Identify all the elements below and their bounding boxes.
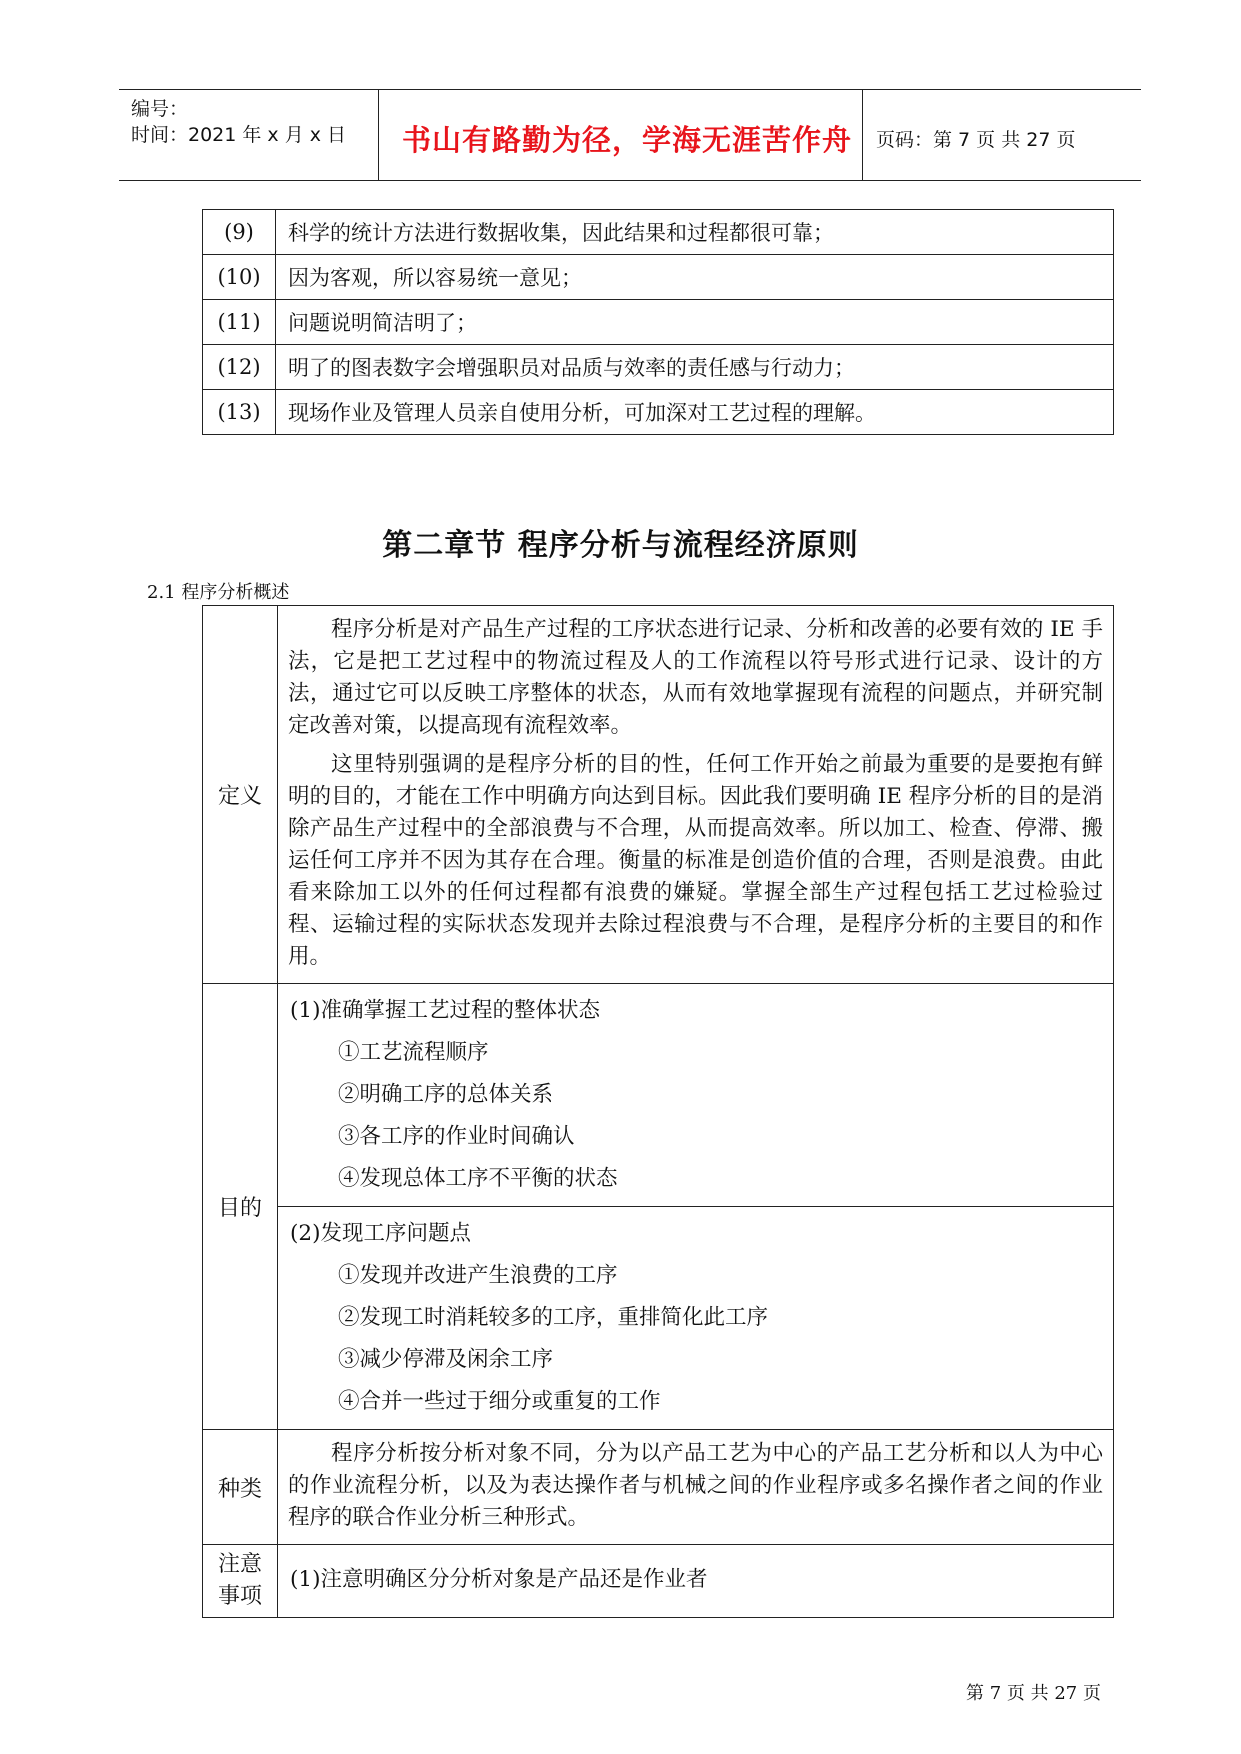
definition-paragraph: 程序分析是对产品生产过程的工序状态进行记录、分析和改善的必要有效的 IE 手法，它是把工艺过程中的物流过程及人的工作流程以符号形式进行记录、设计的方法，通过它可以反映工序整体的状态，从而有效地掌握现有流程的问题点，并研究制定改善对策，以提高现有流程效率。	[288, 617, 1103, 738]
notes-item: (1)注意明确区分分析对象是产品还是作业者	[290, 1567, 708, 1592]
purpose-row	[203, 1207, 1114, 1430]
types-paragraph: 程序分析按分析对象不同，分为以产品工艺为中心的产品工艺分析和以人为中心的作业流程分析，以及为表达操作者与机械之间的作业程序或多名操作者之间的作业程序的联合作业分析三种形式。	[288, 1441, 1103, 1530]
page-footer: 第 7 页 共 27 页	[966, 1683, 1101, 1704]
row-text: 科学的统计方法进行数据收集，因此结果和过程都很可靠；	[276, 210, 1114, 255]
definition-body	[278, 606, 1114, 984]
list-item: ③各工序的作业时间确认	[338, 1124, 575, 1149]
notes-label-line: 注意	[217, 1552, 262, 1577]
purpose-label: 目的	[203, 984, 278, 1430]
header-top-rule	[119, 89, 1141, 90]
purpose-group-title: (2)发现工序问题点	[290, 1221, 471, 1246]
row-text: 问题说明简洁明了；	[276, 300, 1114, 345]
section-title: 2.1 程序分析概述	[147, 582, 290, 603]
purpose-row	[203, 984, 1114, 1207]
row-number: (11)	[203, 300, 276, 345]
table-row	[203, 210, 1114, 255]
purpose-group-title: (1)准确掌握工艺过程的整体状态	[290, 998, 600, 1023]
list-item: ④发现总体工序不平衡的状态	[338, 1166, 618, 1191]
purpose-group-1	[278, 984, 1114, 1207]
purpose-group-2	[278, 1207, 1114, 1430]
row-text: 明了的图表数字会增强职员对品质与效率的责任感与行动力；	[276, 345, 1114, 390]
advantages-table	[202, 209, 1114, 435]
notes-body	[278, 1545, 1114, 1618]
types-row	[203, 1430, 1114, 1545]
header-divider-right	[862, 89, 863, 181]
definition-paragraph: 这里特别强调的是程序分析的目的性，任何工作开始之前最为重要的是要抱有鲜明的目的，才能在工作中明确方向达到目标。因此我们要明确 IE 程序分析的目的是消除产品生产过程中的全部浪费与不合理，从而提高效率。所以加工、检查、停滞、搬运任何工序并不因为其存在合理。衡量的标准是创造价值的合理，否则是浪费。由此看来除加工以外的任何过程都有浪费的嫌疑。掌握全部生产过程包括工艺过检验过程、运输过程的实际状态发现并去除过程浪费与不合理，是程序分析的主要目的和作用。	[288, 752, 1103, 969]
row-number: (10)	[203, 255, 276, 300]
row-number: (13)	[203, 390, 276, 435]
header-time-label: 时间：2021 年 x 月 x 日	[131, 124, 347, 146]
list-item: ③减少停滞及闲余工序	[338, 1347, 554, 1372]
notes-label-line: 事项	[217, 1584, 262, 1609]
types-label: 种类	[203, 1430, 278, 1545]
header-divider-left	[378, 89, 379, 181]
overview-table	[202, 605, 1114, 1618]
header-number-label: 编号：	[131, 98, 189, 120]
definition-label: 定义	[203, 606, 278, 984]
row-number: (9)	[203, 210, 276, 255]
types-body	[278, 1430, 1114, 1545]
list-item: ①发现并改进产生浪费的工序	[338, 1263, 618, 1288]
notes-row	[203, 1545, 1114, 1618]
table-row	[203, 345, 1114, 390]
table-row	[203, 390, 1114, 435]
list-item: ②发现工时消耗较多的工序，重排简化此工序	[338, 1305, 769, 1330]
list-item: ④合并一些过于细分或重复的工作	[338, 1389, 661, 1414]
chapter-title: 第二章节 程序分析与流程经济原则	[382, 528, 859, 563]
table-row	[203, 255, 1114, 300]
row-text: 因为客观，所以容易统一意见；	[276, 255, 1114, 300]
definition-row	[203, 606, 1114, 984]
list-item: ①工艺流程顺序	[338, 1040, 489, 1065]
notes-label	[203, 1545, 278, 1618]
row-number: (12)	[203, 345, 276, 390]
header-bottom-rule	[119, 180, 1141, 181]
table-row	[203, 300, 1114, 345]
list-item: ②明确工序的总体关系	[338, 1082, 554, 1107]
row-text: 现场作业及管理人员亲自使用分析，可加深对工艺过程的理解。	[276, 390, 1114, 435]
header-page-label: 页码：第 7 页 共 27 页	[876, 129, 1076, 151]
header-motto: 书山有路勤为径，学海无涯苦作舟	[402, 123, 853, 157]
